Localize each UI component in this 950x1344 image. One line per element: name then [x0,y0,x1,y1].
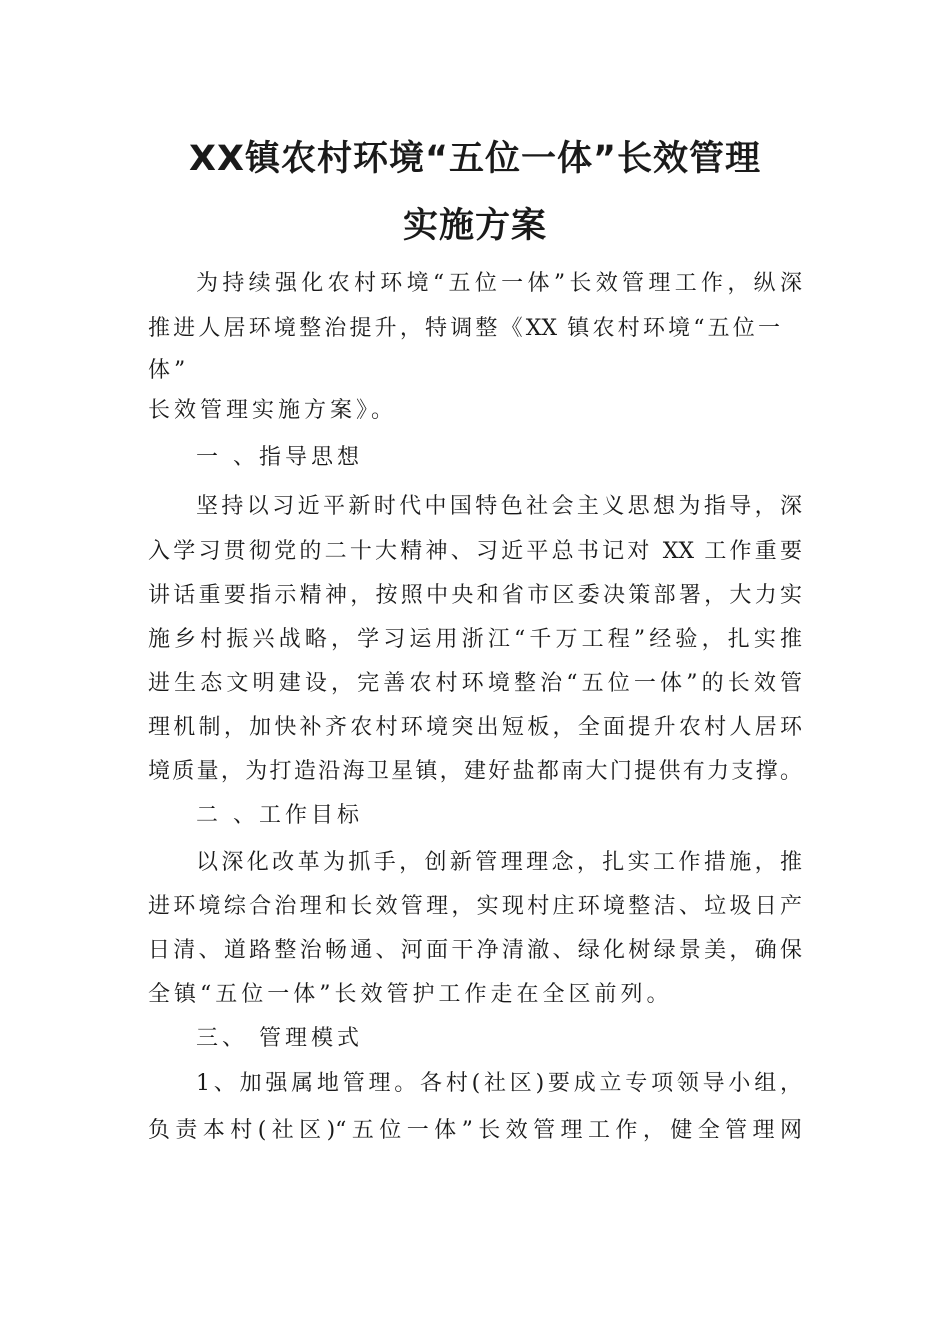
intro-line: 体” [148,358,190,383]
paragraph-line: 施乡村振兴战略，学习运用浙江“千万工程”经验，扎实推 [148,627,802,652]
paragraph-line: 1、加强属地管理。各村(社区)要成立专项领导小组， [196,1071,802,1096]
paragraph-line: 坚持以习近平新时代中国特色社会主义思想为指导，深 [196,494,802,519]
paragraph-line: 进环境综合治理和长效管理，实现村庄环境整洁、垃圾日产 [148,894,802,919]
intro-line: 推进人居环境整治提升，特调整《XX 镇农村环境“五位一 [148,316,780,341]
intro-line: 长效管理实施方案》。 [148,398,398,423]
paragraph-line: 理机制，加快补齐农村环境突出短板，全面提升农村人居环 [148,715,802,740]
paragraph-line: 日清、道路整治畅通、河面干净清澈、绿化树绿景美，确保 [148,938,802,963]
paragraph-line: 以深化改革为抓手，创新管理理念，扎实工作措施，推 [196,850,802,875]
section-heading: 三、 管理模式 [196,1026,363,1051]
paragraph-line: 入学习贯彻党的二十大精神、习近平总书记对 XX 工作重要 [148,539,802,564]
intro-line: 为持续强化农村环境“五位一体”长效管理工作，纵深 [196,271,802,296]
section-heading: 一 、指导思想 [196,445,363,470]
paragraph-line: 讲话重要指示精神，按照中央和省市区委决策部署，大力实 [148,583,802,608]
section-heading: 二 、工作目标 [196,803,363,828]
paragraph-line: 境质量，为打造沿海卫星镇，建好盐都南大门提供有力支撑。 [148,759,802,784]
document-title-line-1: XX镇农村环境“五位一体”长效管理 [189,139,761,179]
document-title-line-2: 实施方案 [402,206,547,246]
paragraph-line: 全镇“五位一体”长效管护工作走在全区前列。 [148,982,673,1007]
paragraph-line: 进生态文明建设，完善农村环境整治“五位一体”的长效管 [148,671,802,696]
paragraph-line: 负责本村(社区)“五位一体”长效管理工作，健全管理网 [148,1118,802,1143]
